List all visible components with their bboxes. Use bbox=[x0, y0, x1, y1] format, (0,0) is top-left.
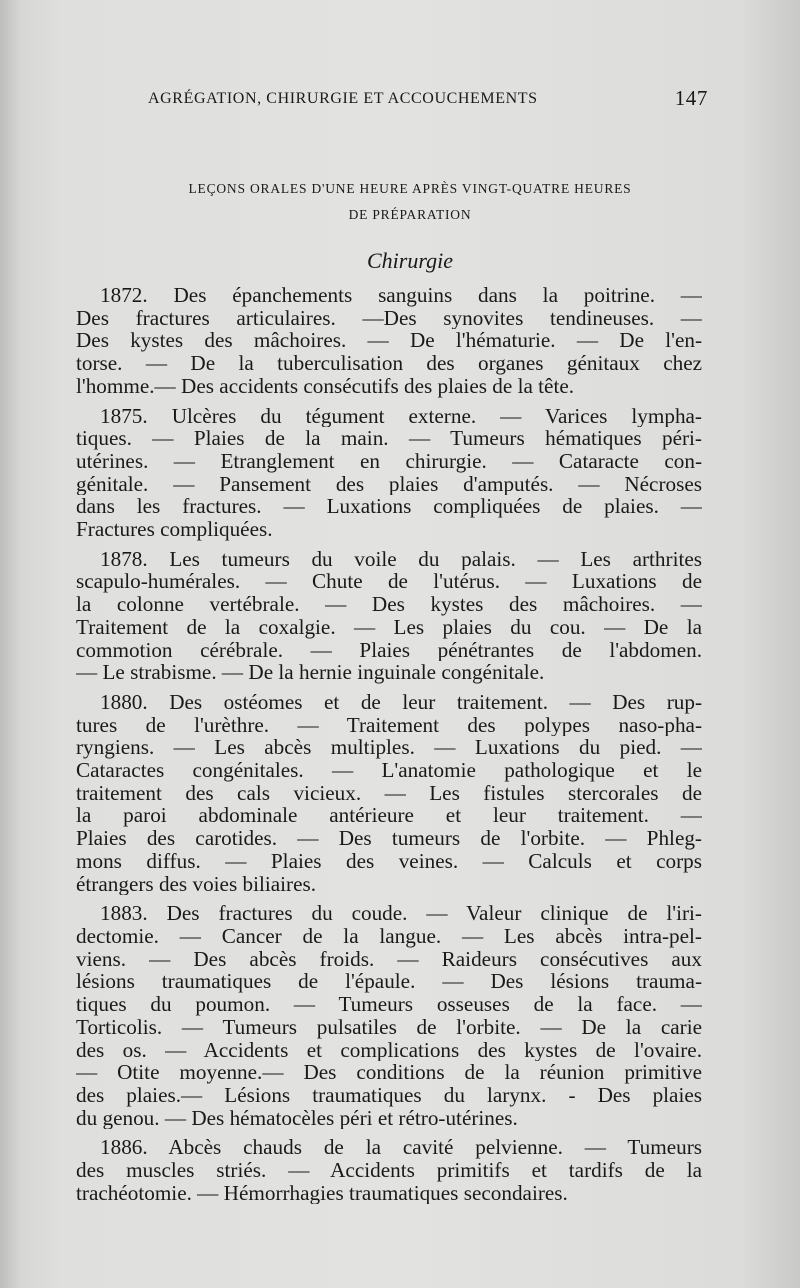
text-line: ryngiens. — Les abcès multiples. — Luxations du pied. — bbox=[76, 736, 702, 760]
text-line: Torticolis. — Tumeurs pulsatiles de l'orbite. — De la carie bbox=[76, 1015, 702, 1039]
entry-paragraph bbox=[76, 284, 702, 398]
text-line: étrangers des voies biliaires. bbox=[76, 872, 317, 896]
text-line: trachéotomie. — Hémorrhagies traumatiques secondaires. bbox=[76, 1181, 568, 1205]
text-line: dans les fractures. — Luxations compliquées de plaies. — bbox=[76, 495, 702, 519]
text-line: utérines. — Etranglement en chirurgie. — Cataracte con- bbox=[76, 449, 702, 473]
text-line: la paroi abdominale antérieure et leur traitement. — bbox=[76, 804, 702, 828]
entry-paragraph bbox=[76, 405, 702, 541]
text-line: des plaies.— Lésions traumatiques du larynx. - Des plaies bbox=[76, 1083, 702, 1107]
section-heading-line-2: DE PRÉPARATION bbox=[348, 207, 472, 222]
text-line: traitement des cals vicieux. — Les fistules stercorales de bbox=[76, 781, 702, 805]
text-line: tiques. — Plaies de la main. — Tumeurs hématiques péri- bbox=[76, 427, 702, 450]
text-line: 1875. Ulcères du tégument externe. — Varices lympha- bbox=[100, 404, 702, 428]
text-line: 1886. Abcès chauds de la cavité pelvienne. — Tumeurs bbox=[100, 1136, 702, 1160]
entry-paragraph bbox=[76, 691, 702, 895]
text-line: la colonne vertébrale. — Des kystes des mâchoires. — bbox=[76, 593, 702, 616]
text-line: des os. — Accidents et complications des kystes de l'ovaire. bbox=[76, 1038, 702, 1062]
section-heading bbox=[100, 176, 720, 228]
text-line: viens. — Des abcès froids. — Raideurs consécutives aux bbox=[76, 947, 702, 971]
text-line: des muscles striés. — Accidents primitifs et tardifs de la bbox=[76, 1159, 702, 1182]
text-line: 1878. Les tumeurs du voile du palais. — Les arthrites bbox=[100, 547, 702, 571]
page-number: 147 bbox=[674, 86, 708, 110]
text-line: commotion cérébrale. — Plaies pénétrantes de l'abdomen. bbox=[76, 638, 702, 662]
text-line: génitale. — Pansement des plaies d'amputés. — Nécroses bbox=[76, 472, 702, 496]
subheading: Chirurgie bbox=[367, 248, 453, 273]
text-line: Plaies des carotides. — Des tumeurs de l'orbite. — Phleg- bbox=[76, 827, 702, 850]
entry-paragraph bbox=[76, 548, 702, 684]
text-line: mons diffus. — Plaies des veines. — Calculs et corps bbox=[76, 849, 702, 873]
running-head-title: AGRÉGATION, CHIRURGIE ET ACCOUCHEMENTS bbox=[148, 90, 538, 107]
text-line: Cataractes congénitales. — L'anatomie pathologique et le bbox=[76, 759, 702, 782]
section-heading-line-1: LEÇONS ORALES D'UNE HEURE APRÈS VINGT-QUATRE HEURES bbox=[188, 181, 632, 196]
text-line: 1883. Des fractures du coude. — Valeur clinique de l'iri- bbox=[100, 902, 702, 925]
text-line: dectomie. — Cancer de la langue. — Les abcès intra-pel- bbox=[76, 924, 702, 948]
text-line: torse. — De la tuberculisation des organes génitaux chez bbox=[76, 352, 702, 375]
running-head bbox=[148, 86, 708, 110]
entry-paragraph bbox=[76, 902, 702, 1129]
text-line: 1880. Des ostéomes et de leur traitement. — Des rup- bbox=[100, 690, 702, 714]
entry-paragraph bbox=[76, 1136, 702, 1204]
text-line: 1872. Des épanchements sanguins dans la poitrine. — bbox=[100, 284, 702, 307]
text-line: tiques du poumon. — Tumeurs osseuses de la face. — bbox=[76, 993, 702, 1016]
text-line: du genou. — Des hématocèles péri et rétro-utérines. bbox=[76, 1106, 518, 1130]
text-line: Traitement de la coxalgie. — Les plaies du cou. — De la bbox=[76, 615, 702, 639]
text-line: Des kystes des mâchoires. — De l'hématurie. — De l'en- bbox=[76, 329, 702, 353]
text-line: lésions traumatiques de l'épaule. — Des lésions trauma- bbox=[76, 970, 702, 994]
text-line: Fractures compliquées. bbox=[76, 518, 273, 541]
text-line: — Le strabisme. — De la hernie inguinale congénitale. bbox=[76, 661, 545, 684]
body-text bbox=[76, 284, 702, 1211]
text-line: — Otite moyenne.— Des conditions de la réunion primitive bbox=[76, 1061, 702, 1084]
text-line: l'homme.— Des accidents consécutifs des plaies de la tête. bbox=[76, 374, 575, 398]
text-line: scapulo-humérales. — Chute de l'utérus. — Luxations de bbox=[76, 570, 702, 594]
text-line: Des fractures articulaires. —Des synovites tendineuses. — bbox=[76, 306, 702, 330]
text-line: tures de l'urèthre. — Traitement des polypes naso-pha- bbox=[76, 713, 702, 737]
